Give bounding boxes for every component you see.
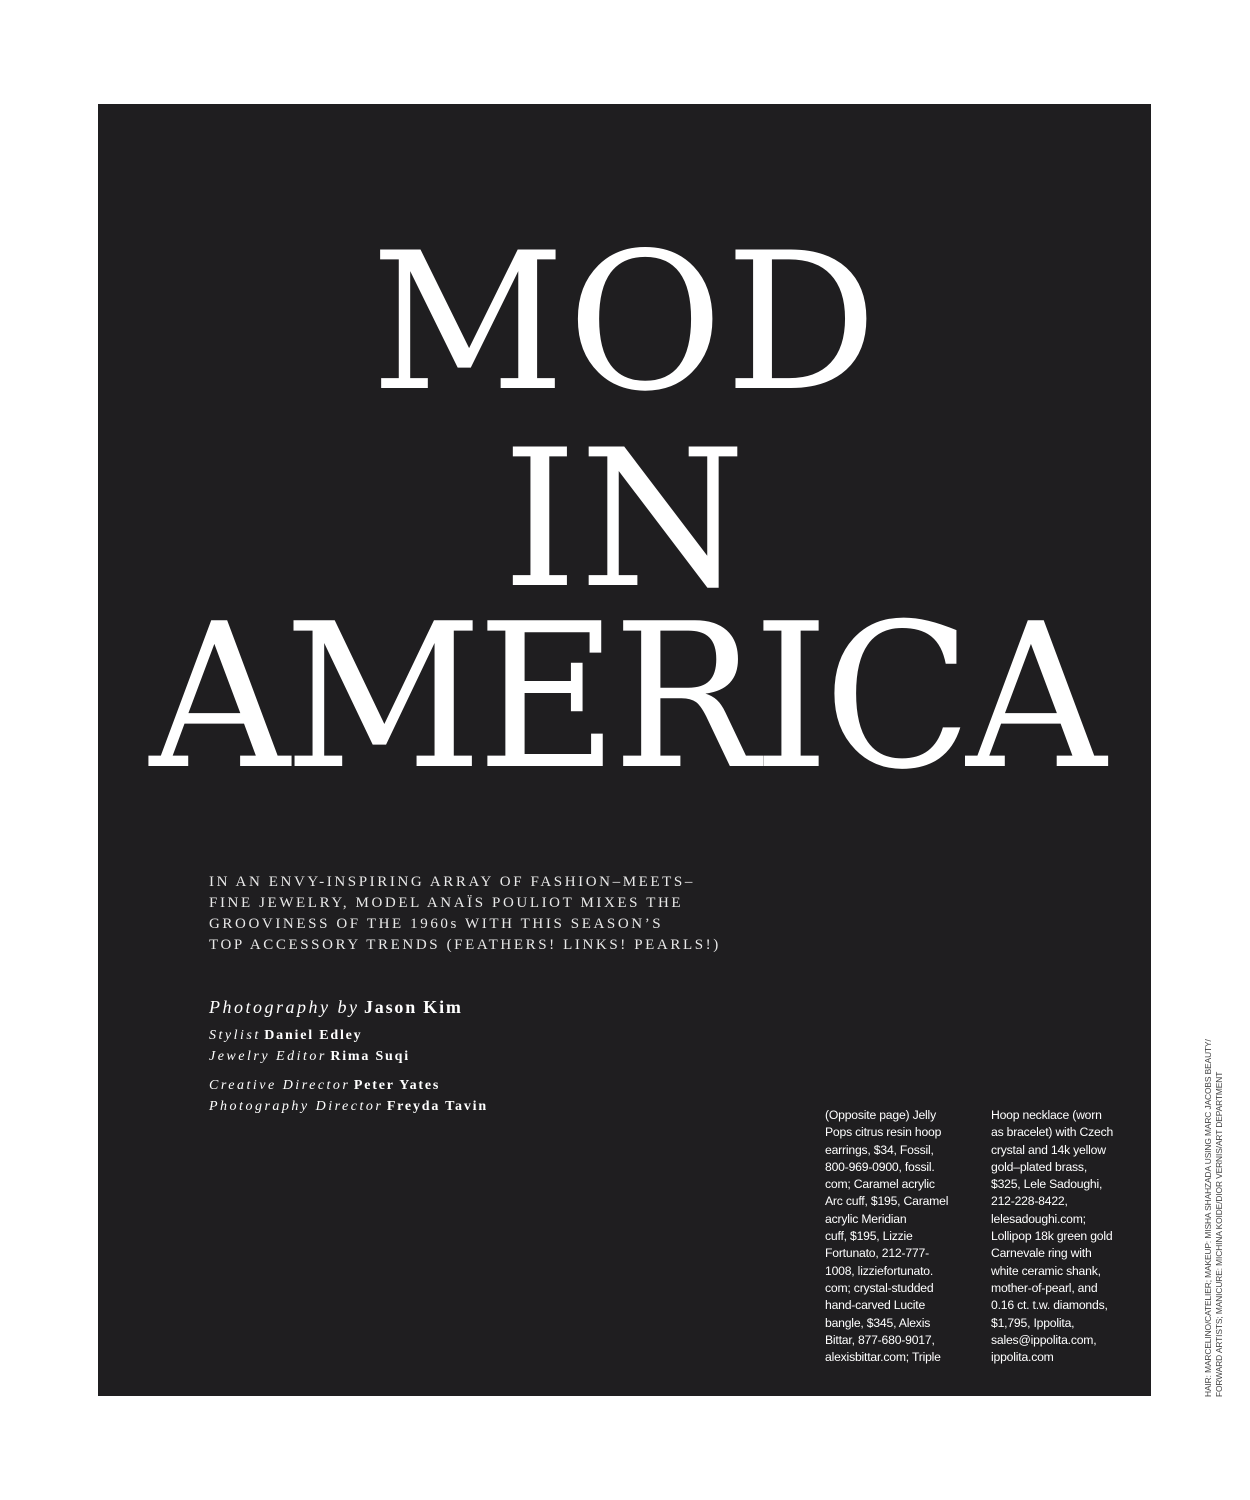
credit-role: Stylist	[209, 1028, 261, 1043]
credit-name: Peter Yates	[353, 1078, 441, 1093]
caption-line: alexisbittar.com; Triple	[825, 1350, 941, 1365]
credit-name: Freyda Tavin	[386, 1099, 488, 1114]
side-credit	[1203, 1039, 1225, 1397]
caption-line: gold–plated brass,	[991, 1159, 1088, 1174]
dek-line: IN AN ENVY-INSPIRING ARRAY OF FASHION–MEETS–	[209, 874, 695, 890]
caption-line: Fortunato, 212-777-	[825, 1246, 929, 1261]
caption-line: crystal and 14k yellow	[991, 1142, 1106, 1157]
dek-line: TOP ACCESSORY TRENDS (FEATHERS! LINKS! PEARLS!)	[209, 937, 721, 953]
creative-director-credit	[209, 1078, 440, 1094]
headline-line-2: IN	[502, 409, 748, 630]
caption-line: Arc cuff, $195, Caramel	[825, 1194, 949, 1209]
caption-line: 212-228-8422,	[991, 1194, 1068, 1209]
caption-line: 1008, lizziefortunato.	[825, 1263, 934, 1278]
caption-line: com; crystal-studded	[825, 1280, 934, 1295]
caption-line: Hoop necklace (worn	[991, 1108, 1102, 1122]
headline-line-3: AMERICA	[149, 581, 1101, 814]
caption-line: lelesadoughi.com;	[991, 1211, 1086, 1226]
jewelry-editor-credit	[209, 1049, 410, 1065]
photography-credit	[209, 997, 463, 1018]
credit-role: Photography Director	[209, 1099, 384, 1114]
product-caption-column-1	[825, 1107, 965, 1366]
caption-line: com; Caramel acrylic	[825, 1177, 935, 1192]
headline-line-1: MOD	[370, 212, 880, 433]
caption-line: cuff, $195, Lizzie	[825, 1229, 913, 1244]
caption-line: 0.16 ct. t.w. diamonds,	[991, 1298, 1108, 1313]
caption-line: acrylic Meridian	[825, 1211, 907, 1226]
caption-line: 800-969-0900, fossil.	[825, 1159, 935, 1174]
caption-line: Carnevale ring with	[991, 1246, 1092, 1261]
credit-name: Daniel Edley	[264, 1028, 363, 1043]
dek-line: FINE JEWELRY, MODEL ANAÏS POULIOT MIXES THE	[209, 895, 684, 911]
caption-line: Lollipop 18k green gold	[991, 1229, 1113, 1244]
credit-role: Creative Director	[209, 1078, 351, 1093]
caption-line: $1,795, Ippolita,	[991, 1315, 1075, 1330]
caption-line: $325, Lele Sadoughi,	[991, 1177, 1103, 1192]
credit-role: Photography by	[209, 997, 360, 1017]
caption-line: ippolita.com	[991, 1350, 1054, 1365]
caption-line: Pops citrus resin hoop	[825, 1125, 942, 1140]
product-caption-column-2	[991, 1107, 1131, 1366]
side-credit-line: HAIR: MARCELINO/CATELIER; MAKEUP: MISHA SHAHZADA USING MARC JACOBS BEAUTY/	[1203, 1039, 1213, 1397]
caption-line: earrings, $34, Fossil,	[825, 1142, 934, 1157]
caption-line: hand-carved Lucite	[825, 1298, 926, 1313]
credit-name: Rima Suqi	[330, 1049, 410, 1064]
caption-line: sales@ippolita.com,	[991, 1332, 1097, 1347]
caption-line: as bracelet) with Czech	[991, 1125, 1114, 1140]
caption-line: mother-of-pearl, and	[991, 1280, 1098, 1295]
stylist-credit	[209, 1028, 362, 1044]
caption-line: (Opposite page) Jelly	[825, 1108, 936, 1122]
dek-paragraph	[209, 872, 769, 956]
credit-role: Jewelry Editor	[209, 1049, 327, 1064]
credit-name: Jason Kim	[363, 997, 463, 1017]
photography-director-credit	[209, 1099, 488, 1115]
side-credit-line: FORWARD ARTISTS; MANICURE: MICHINA KOIDE/DIOR VERNIS/ART DEPARTMENT	[1214, 1071, 1224, 1397]
caption-line: bangle, $345, Alexis	[825, 1315, 931, 1330]
caption-line: Bittar, 877-680-9017,	[825, 1332, 935, 1347]
caption-line: white ceramic shank,	[991, 1263, 1101, 1278]
dek-line: GROOVINESS OF THE 1960s WITH THIS SEASON’S	[209, 916, 664, 932]
